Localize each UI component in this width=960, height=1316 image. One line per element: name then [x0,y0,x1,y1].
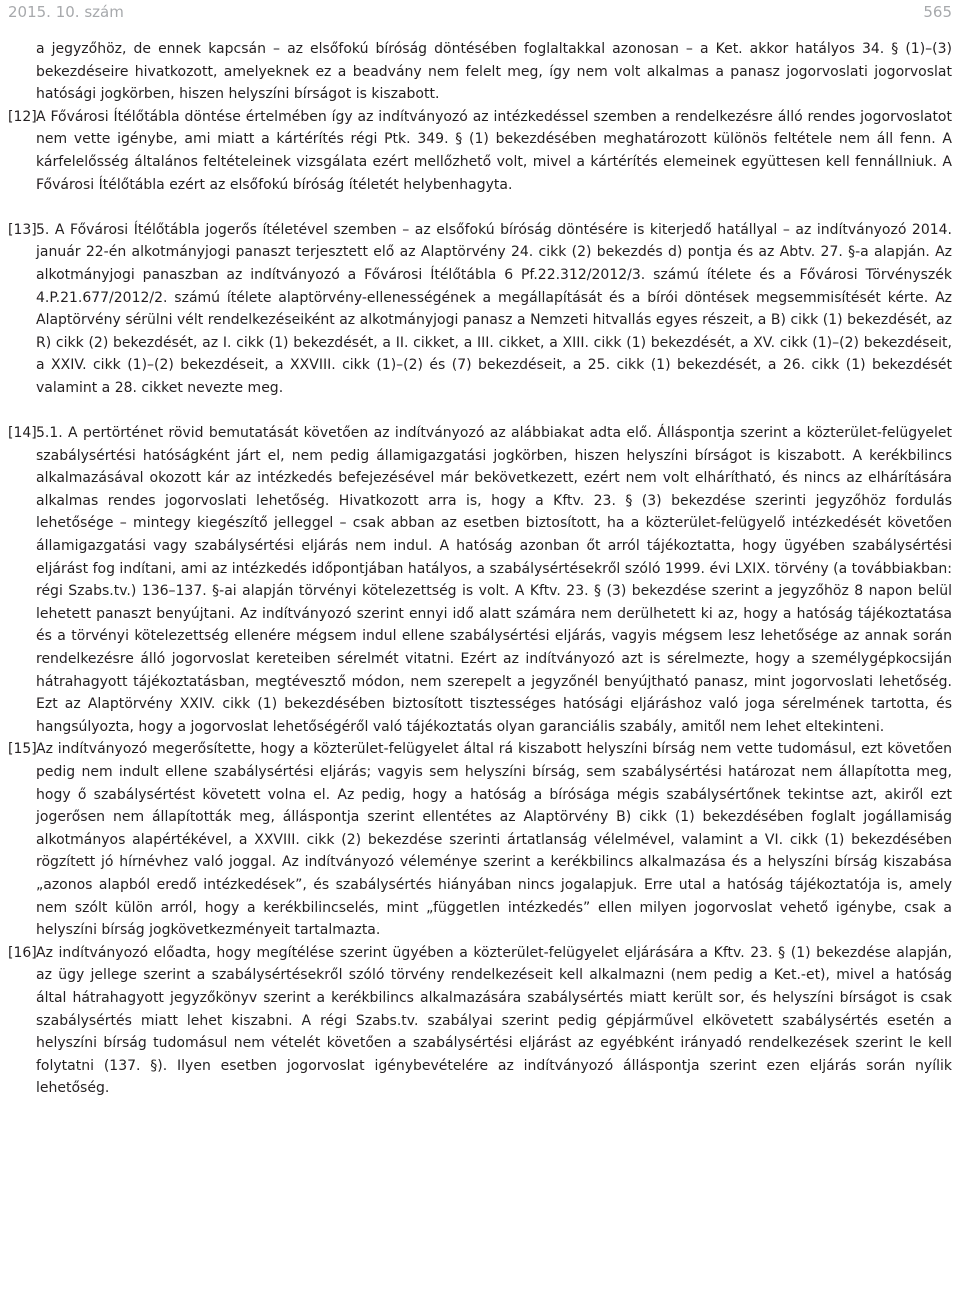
paragraph-text: A Fővárosi Ítélőtábla döntése értelmében így az indítványozó az intézkedéssel szemben a rendelkezésre álló rendes jogorvoslatot nem vette igénybe, ami miatt a kártérítés régi Ptk. 349. § (1) bekezdésében meghatározott különös feltétele nem áll fenn. A kárfelelősség általános feltételeinek vizsgálata ezért mellőzhető volt, mivel a kártérítés elemeinek együttesen kell fennállniuk. A Fővárosi Ítélőtábla ezért az elsőfokú bíróság ítéletét helybenhagyta. [36,108,952,193]
issue-date: 2015. 10. szám [8,3,124,21]
paragraph-number: [13] [8,221,37,238]
paragraph-13 [0,219,960,400]
paragraph-text: Az indítványozó előadta, hogy megítélése szerint ügyében a közterület-felügyelet eljárására a Kftv. 23. § (1) bekezdése alapján, az ügy jellege szerint a szabálysértésekről szóló törvény rendelkezéseit kell alkalmazni (nem pedig a Ket.-et), mivel a hatóság által hátrahagyott jegyzőkönyv szerint a kerékbilincs alkalmazására szabálysértés miatt került sor, és helyszíni bírságot is csak szabálysértés miatt lehet kiszabni. A régi Szabs.tv. szabályai szerint pedig gépjárművel elkövetett szabálysértés esetén a helyszíni bírság tudomásul nem vételét követően a szabálysértési eljárást az egyébként irányadó rendelkezések szerint le kell folytatni (137. §). Ilyen esetben jogorvoslat igénybevételére az indítványozó álláspontja szerint ezen eljárás során nyílik lehetőség. [36,944,952,1097]
paragraph-15 [0,738,960,941]
page-number: 565 [923,3,952,21]
paragraph-text: a jegyzőhöz, de ennek kapcsán – az elsőfokú bíróság döntésében foglaltakkal azonosan – a Ket. akkor hatályos 34. § (1)–(3) bekezdéseire hivatkozott, amelyeknek ez a beadvány nem felelt meg, így nem volt alkalmas a panasz jogorvoslati jogorvoslat hatósági jogkörben, hiszen helyszíni bírságot is kiszabott. [36,41,952,103]
document-body [0,38,960,1100]
page-header [0,0,960,28]
paragraph-12 [0,106,960,196]
paragraph-text: 5. A Fővárosi Ítélőtábla jogerős ítéletével szemben – az elsőfokú bíróság döntésére is kiterjedő hatállyal – az indítványozó 2014. január 22-én alkotmányjogi panaszt terjesztett elő az Alaptörvény 24. cikk (2) bekezdés d) pontja és az Abtv. 27. §-a alapján. Az alkotmányjogi panaszban az indítványozó a Fővárosi Ítélőtábla 6 Pf.22.312/2012/3. számú ítélete és a Fővárosi Törvényszék 4.P.21.677/2012/2. számú ítélete alaptörvény-ellenességének a megállapítását és a bírói döntések megsemmisítését kérte. Az Alaptörvény sérülni vélt rendelkezéseiként az alkotmányjogi panasz a Nemzeti hitvallás egyes részeit, a B) cikk (1) bekezdését, az R) cikk (2) bekezdését, az I. cikk (1) bekezdését, a II. cikket, a III. cikket, a XIII. cikk (1) bekezdését, a XV. cikk (1)–(2) bekezdéseit, a XXIV. cikk (1)–(2) bekezdéseit, a XXVIII. cikk (1)–(2) és (7) bekezdéseit, a 25. cikk (1) bekezdését, a 26. cikk (1) bekezdését valamint a 28. cikket nevezte meg. [36,221,952,396]
paragraph-text: Az indítványozó megerősítette, hogy a közterület-felügyelet által rá kiszabott helyszíni bírság nem vette tudomásul, ezt követően pedig nem indult ellene szabálysértési eljárás; vagyis sem helyszíni bírság, sem szabálysértési határozat nem állapította meg, hogy ő szabálysértést követett volna el. Az pedig, hogy a hatóság a bírósága mégis szabálysértőnek tekintse azt, akiről ezt jogerősen nem állapították meg, álláspontja szerint ellentétes az Alaptörvény B) cikk (1) bekezdésében foglalt jogállamiság alkotmányos alapértékével, a XXVIII. cikk (2) bekezdése szerinti ártatlanság vélelmével, valamint a VI. cikk (1) bekezdésében rögzített jó hírnévhez való joggal. Az indítványozó véleménye szerint a kerékbilincs alkalmazása és a helyszíni bírság kiszabása „azonos alapból eredő intézkedések”, és szabálysértés hiányában nincs jogalapjuk. Erre utal a hatóság tájékoztatója is, amely nem szólt külön arról, hogy a kerékbilincselés, mint „független intézkedés” ellen milyen jogorvoslat vehető igénybe, csak a helyszíni bírság jogkövetkezményeit tartalmazta. [36,741,952,939]
paragraph-number: [15] [8,741,37,758]
paragraph-number: [16] [8,944,37,961]
paragraph-text: 5.1. A pertörténet rövid bemutatását követően az indítványozó az alábbiakat adta elő. Álláspontja szerint a közterület-felügyelet szabálysértési hatóságként járt el, nem pedig államigazgatási jogkörben, hiszen helyszíni bírságot is kiszabott. A kerékbilincs alkalmazásával okozott kár az intézkedés befejezésével már bekövetkezett, ezért nem volt elhárítható, és nincs az elhárítására alkalmas rendes jogorvoslati lehetőség. Hivatkozott arra is, hogy a Kftv. 23. § (3) bekezdése szerinti jegyzőhöz fordulás lehetősége – mintegy kiegészítő jelleggel – csak abban az esetben biztosított, ha a közterület-felügyelő intézkedését követően államigazgatási vagy szabálysértési eljárás nem indul. A hatóság azonban őt arról tájékoztatta, hogy ügyében szabálysértési eljárást fog indítani, ami az intézkedés időpontjában hatályos, a szabálysértésekről szóló 1999. évi LXIX. törvény (a továbbiakban: régi Szabs.tv.) 136–137. §-ai alapján törvényi kötelezettség is volt. A Kftv. 23. § (3) bekezdése szerint a jegyzőhöz 8 napon belül lehetett panaszt benyújtani. Az indítványozó szerint ennyi idő alatt számára nem derülhetett ki az, hogy a hatóság tájékoztatása és a törvényi kötelezettség ellenére mégsem indul ellene szabálysértési eljárás, vagyis mégsem lesz lehetősége az annak során rendelkezésre álló jogorvoslat kereteiben sérelmét vitatni. Ezért az indítványozó azt is sérelmezte, hogy a személygépkocsiján hátrahagyott tájékoztatásban, megtévesztő módon, nem szerepelt a jegyzőnél benyújtható panasz, mint jogorvoslati lehetőség. Ezt az Alaptörvény XXIV. cikk (1) bekezdésében biztosított tisztességes hatósági eljáráshoz való joga sérelmének tartotta, és hangsúlyozta, hogy a jogorvoslat lehetőségéről való tájékoztatás olyan garanciális szabály, amitől nem lehet eltekinteni. [36,425,952,735]
paragraph-16 [0,942,960,1100]
paragraph-continuation [0,38,960,106]
paragraph-14 [0,422,960,738]
paragraph-number: [14] [8,425,37,442]
paragraph-number: [12] [8,108,37,125]
